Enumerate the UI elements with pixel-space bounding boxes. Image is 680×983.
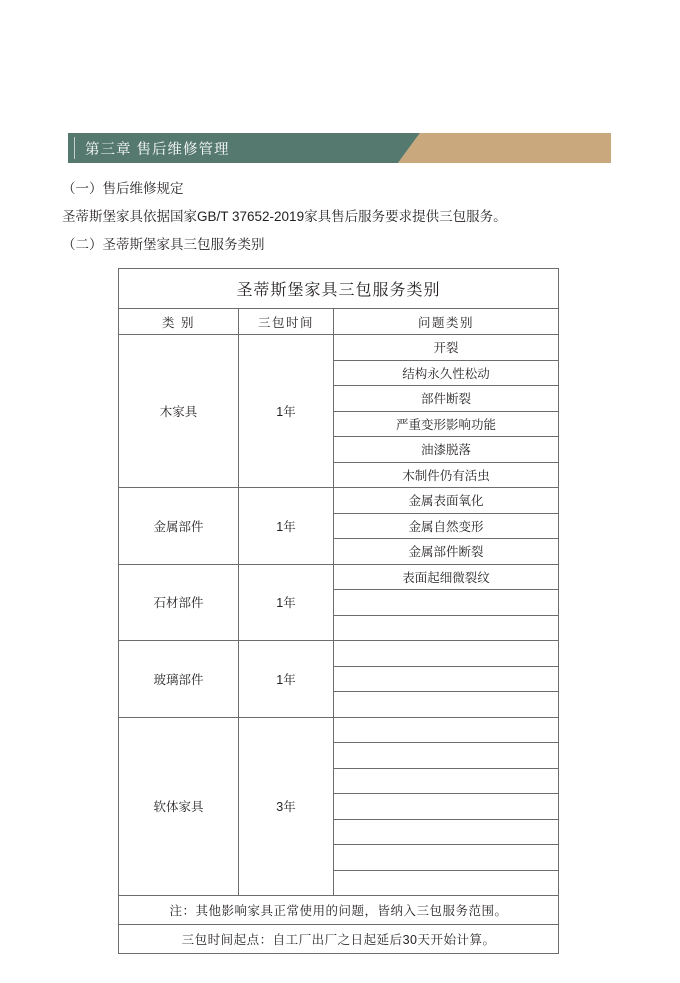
category-wood: 木家具 [119, 335, 239, 488]
issue-cell [334, 717, 559, 743]
warranty-table [118, 268, 559, 954]
table-row [119, 488, 559, 514]
table-row [119, 564, 559, 590]
issue-cell [334, 794, 559, 820]
issue-cell: 严重变形影响功能 [334, 411, 559, 437]
issue-cell [334, 666, 559, 692]
header-period: 三包时间 [239, 309, 334, 335]
period-wood: 1年 [239, 335, 334, 488]
banner-wedge-tan [398, 133, 420, 163]
table-row [119, 335, 559, 361]
section-body-1: 圣蒂斯堡家具依据国家GB/T 37652-2019家具售后服务要求提供三包服务。 [62, 209, 507, 224]
issue-cell: 金属自然变形 [334, 513, 559, 539]
table-title-row [119, 269, 559, 309]
header-category: 类 别 [119, 309, 239, 335]
issue-cell: 开裂 [334, 335, 559, 361]
category-soft: 软体家具 [119, 717, 239, 896]
issue-cell: 表面起细微裂纹 [334, 564, 559, 590]
issue-cell: 部件断裂 [334, 386, 559, 412]
issue-cell: 木制件仍有活虫 [334, 462, 559, 488]
issue-cell: 金属部件断裂 [334, 539, 559, 565]
chapter-title: 第三章 售后维修管理 [85, 141, 230, 158]
issue-cell [334, 692, 559, 718]
banner-accent-line [74, 137, 75, 159]
issue-cell [334, 845, 559, 871]
table-note-1: 注：其他影响家具正常使用的问题，皆纳入三包服务范围。 [119, 896, 559, 925]
table-title: 圣蒂斯堡家具三包服务类别 [119, 269, 559, 309]
issue-cell [334, 743, 559, 769]
section-heading-1: （一）售后维修规定 [62, 181, 184, 196]
issue-cell [334, 641, 559, 667]
issue-cell [334, 768, 559, 794]
category-stone: 石材部件 [119, 564, 239, 641]
chapter-banner-green [68, 133, 398, 163]
section-heading-2: （二）圣蒂斯堡家具三包服务类别 [62, 237, 265, 252]
table-note-row [119, 896, 559, 925]
period-metal: 1年 [239, 488, 334, 565]
period-soft: 3年 [239, 717, 334, 896]
issue-cell [334, 819, 559, 845]
chapter-banner-tan [420, 133, 611, 163]
period-stone: 1年 [239, 564, 334, 641]
table-row [119, 717, 559, 743]
issue-cell: 结构永久性松动 [334, 360, 559, 386]
issue-cell: 油漆脱落 [334, 437, 559, 463]
issue-cell [334, 870, 559, 896]
table-note-row [119, 925, 559, 954]
header-issue: 问题类别 [334, 309, 559, 335]
table-row [119, 641, 559, 667]
issue-cell [334, 615, 559, 641]
category-glass: 玻璃部件 [119, 641, 239, 718]
category-metal: 金属部件 [119, 488, 239, 565]
table-header-row [119, 309, 559, 335]
warranty-table-wrapper [118, 268, 558, 954]
chapter-banner [68, 133, 611, 163]
table-note-2: 三包时间起点：自工厂出厂之日起延后30天开始计算。 [119, 925, 559, 954]
period-glass: 1年 [239, 641, 334, 718]
issue-cell: 金属表面氧化 [334, 488, 559, 514]
issue-cell [334, 590, 559, 616]
